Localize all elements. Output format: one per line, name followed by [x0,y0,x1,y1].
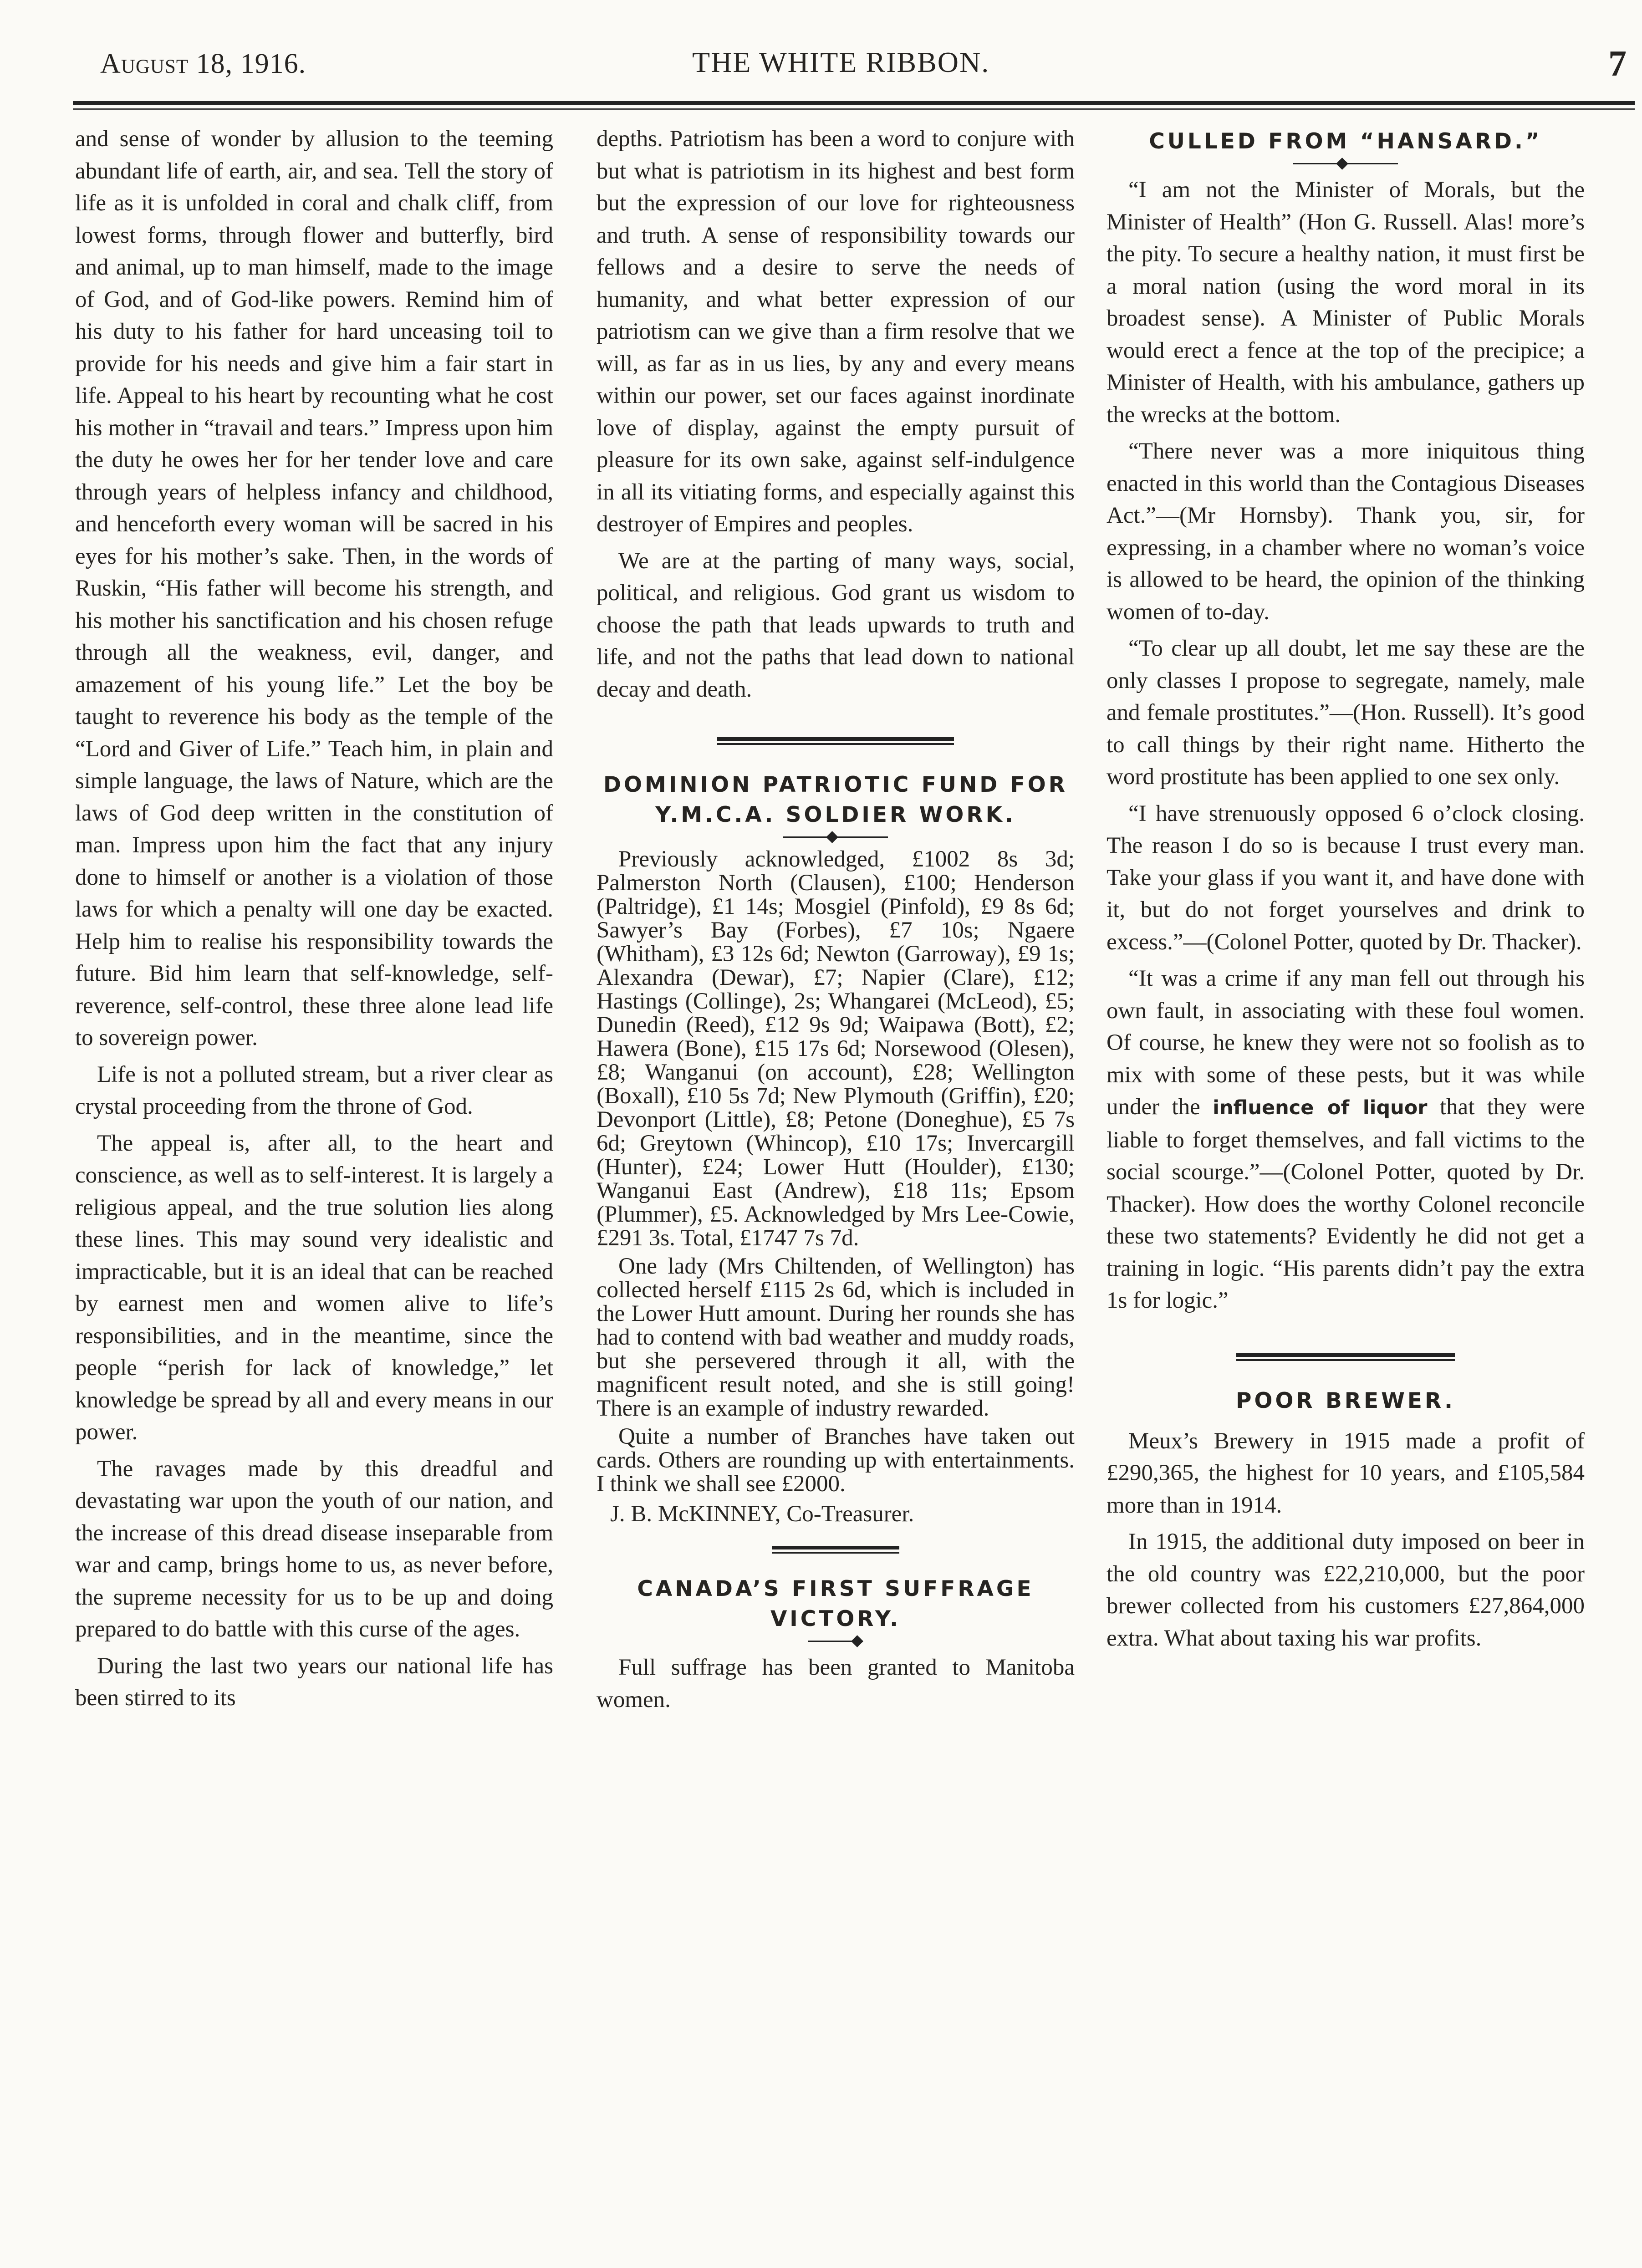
ornament-divider [783,833,888,841]
paragraph: The appeal is, after all, to the heart and conscience, as well as to self-interest. It is largely a religious appeal, and the true solution lies along these lines. This may sound very idealistic and impracticable, but it is an ideal that can be reached by earnest men and women alive to life’s responsibilities, and in the meantime, since the people “perish for lack of knowledge,” let knowledge be spread by all and every means in our power. [75,1130,553,1445]
header-rule [73,101,1635,105]
paragraph: and sense of wonder by allusion to the teeming abundant life of earth, air, and sea. Tell the story of life as it is unfolded in coral and chalk cliff, from lowest forms, through flower and butterfly, bird and animal, up to man himself, made to the image of God, and of God-like powers. Remind him of his duty to his father for hard unceasing toil to provide for his needs and give him a fair start in life. Appeal to his heart by recounting what he cost his mother in “travail and tears.” Impress upon him the duty he owes her for her tender love and care through years of helpless infancy and childhood, and henceforth every woman will be sacred in his eyes for his mother’s sake. Then, in the words of Ruskin, “His father will become his strength, and his mother his sanctification and his chosen refuge through all the weakness, evil, danger, and amazement of his young life.” Let the boy be taught to reverence his body as the temple of the “Lord and Giver of Life.” Teach him, in plain and simple language, the laws of Nature, which are the laws of God deep written in the constitution of man. Impress upon him the fact that any injury done to himself or another is a violation of those laws for which a penalty will one day be exacted. Help him to realise his responsibility towards the future. Bid him learn that self-knowledge, self-reverence, self-control, these three alone lead life to sovereign power. [75,126,553,1050]
paragraph: depths. Patriotism has been a word to conjure with but what is patriotism in its highest and best form but the expression of our love for righteousness and truth. A sense of responsibility towards our fellows and a desire to serve the needs of humanity, and what better expression of our patriotism can we give than a firm resolve that we will, as far as in us lies, by any and every means within our power, set our faces against inordinate love of display, against the empty pursuit of pleasure for its own sake, against self-indulgence in all its vitiating forms, and especially against this destroyer of Empires and peoples. [597,126,1075,537]
fund-list: Previously acknowledged, £1002 8s 3d; Palmerston North (Clausen), £100; Henderson (Paltridge), £1 14s; Mosgiel (Pinfold), £9 8s 6d; Sawyer’s Bay (Forbes), £7 10s; Ngaere (Whitham), £3 12s 6d; Newton (Garroway), £9 1s; Alexandra (Dewar), £7; Napier (Clare), £12; Hastings (Collinge), 2s; Whangarei (McLeod), £5; Dunedin (Reed), £12 9s 9d; Waipawa (Bott), £2; Hawera (Bone), £15 17s 6d; Norsewood (Olesen), £8; Wanganui (on account), £28; Wellington (Boxall), £10 5s 7d; New Plymouth (Griffin), £20; Devonport (Little), £8; Petone (Doneghue), £5 7s 6d; Greytown (Whincop), £10 17s; Invercargill (Hunter), £24; Lower Hutt (Houlder), £130; Wanganui East (Andrew), £18 11s; Epsom (Plummer), £5. Acknowledged by Mrs Lee-Cowie, £291 3s. Total, £1747 7s 7d. [597,846,1075,1251]
paragraph: Quite a number of Branches have taken out cards. Others are rounding up with entertainments. I think we shall see £2000. [597,1424,1075,1497]
emphasis-bold: influence of liquor [1213,1096,1428,1119]
header-rule-thin [73,108,1635,110]
paragraph: In 1915, the additional duty imposed on beer in the old country was £22,210,000, but the poor brewer collected from his customers £27,864,000 extra. What about taxing his war profits. [1107,1529,1585,1651]
paragraph: “To clear up all doubt, let me say these are the only classes I propose to segregate, namely, male and female prostitutes.”—(Hon. Russell). It’s good to call things by their right name. Hitherto the word prostitute has been applied to one sex only. [1107,636,1585,790]
paragraph: Full suffrage has been granted to Manitoba women. [597,1655,1075,1712]
publication-title: THE WHITE RIBBON. [692,46,990,78]
hansard-heading: CULLED FROM “HANSARD.” [1149,129,1542,154]
ornament-divider [808,1637,863,1645]
issue-date: August 18, 1916. [100,48,306,79]
column-3 [1107,123,1585,2249]
column-1 [75,123,553,2249]
ornament-divider [1293,159,1398,168]
section-divider [1236,1353,1455,1363]
paragraph: “There never was a more iniquitous thing enacted in this world than the Contagious Diseases Act.”—(Mr Hornsby). Thank you, sir, for expressing, in a chamber where no woman’s voice is allowed to be heard, the opinion of the thinking women of to-day. [1107,438,1585,625]
paragraph: One lady (Mrs Chiltenden, of Wellington) has collected herself £115 2s 6d, which is included in the Lower Hutt amount. During her rounds she has had to contend with bad weather and muddy roads, but she persevered through it all, with the magnificent result noted, and she is still going! There is an example of industry rewarded. [597,1254,1075,1421]
crime-text-end: that they were liable to forget themselves, and fall victims to the social scourge.”—(Colonel Potter, quoted by Dr. Thacker). How does the worthy Colonel reconcile these two statements? Evidently he did not get a training in logic. “His parents didn’t pay the extra 1s for logic.” [1107,1094,1585,1313]
paragraph: “I am not the Minister of Morals, but the Minister of Health” (Hon G. Russell. Alas! more’s the pity. To secure a healthy nation, it must first be a moral nation (using the word moral in its broadest sense). A Minister of Public Morals would erect a fence at the top of the precipice; a Minister of Health, with his ambulance, gathers up the wrecks at the bottom. [1107,177,1585,428]
paragraph: We are at the parting of many ways, social, political, and religious. God grant us wisdom to choose the path that leads upwards to truth and life, and not the paths that lead down to national decay and death. [597,548,1075,702]
fund-heading: DOMINION PATRIOTIC FUND FOR Y.M.C.A. SOLDIER WORK. [603,772,1068,827]
page-number: 7 [1608,44,1627,84]
paragraph: “I have strenuously opposed 6 o’clock closing. The reason I do so is because I trust every man. Take your glass if you want it, and have done with it, but do not forget yourselves and drink to excess.”—(Colonel Potter, quoted by Dr. Thacker). [1107,800,1585,955]
column-2 [597,123,1075,2249]
paragraph: Life is not a polluted stream, but a river clear as crystal proceeding from the throne of God. [75,1061,553,1119]
paragraph: The ravages made by this dreadful and devastating war upon the youth of our nation, and the increase of this dread disease inseparable from war and camp, brings home to us, as never before, the supreme necessity for us to be up and doing prepared to do battle with this curse of the ages. [75,1456,553,1642]
paragraph [1107,963,1585,1317]
paragraph: During the last two years our national life has been stirred to its [75,1653,553,1711]
crime-text-start: “It was a crime if any man fell out through his own fault, in associating with these foul women. Of course, he knew they were not so foolish as to mix with some of these pests, but it was while under the [1107,966,1585,1120]
section-divider [772,1546,899,1556]
fund-signature: J. B. McKINNEY, Co-Treasurer. [610,1501,914,1527]
section-divider [717,737,954,747]
brewer-heading: POOR BREWER. [1236,1388,1455,1413]
paragraph: Meux’s Brewery in 1915 made a profit of £290,365, the highest for 10 years, and £105,584 more than in 1914. [1107,1428,1585,1518]
page-header [100,43,1635,93]
canada-heading: CANADA’S FIRST SUFFRAGE VICTORY. [637,1576,1034,1631]
